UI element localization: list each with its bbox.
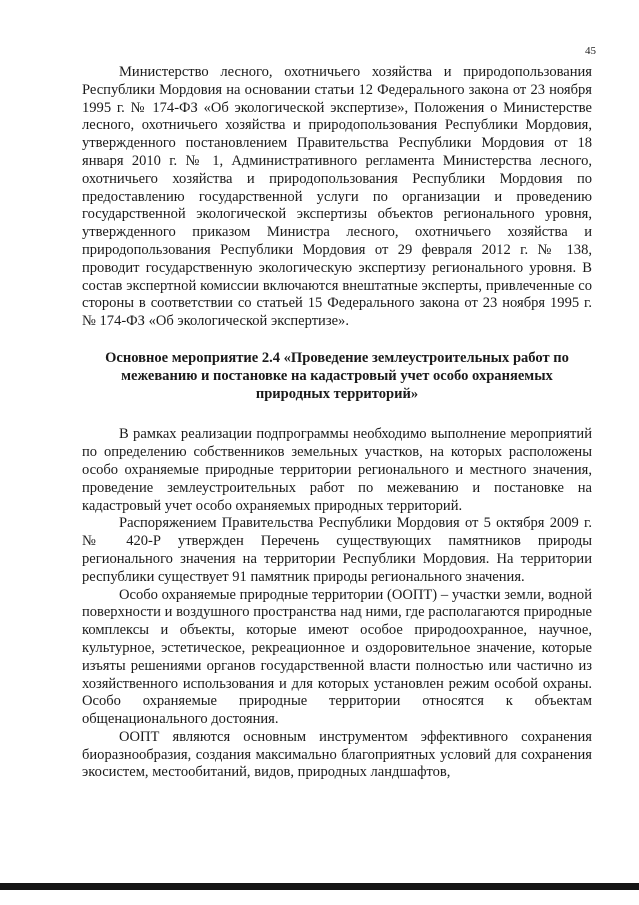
bottom-scan-border <box>0 883 639 890</box>
paragraph-subprogram: В рамках реализации подпрограммы необходимо выполнение мероприятий по определению собственников земельных участков, на которых расположены особо охраняемые природные территории регионального и местного значения, проведение землеустроительных работ по межеванию и постановке на кадастровый учет особо охраняемых природных территорий. <box>82 426 592 514</box>
paragraph-order: Распоряжением Правительства Республики Мордовия от 5 октября 2009 г. № 420-Р утвержден Перечень существующих памятников природы регионального значения на территории Республики Мордовия. На территории республики существует 91 памятник природы регионального значения. <box>82 515 592 585</box>
paragraph-expertise: Министерство лесного, охотничьего хозяйства и природопользования Республики Мордовия на основании статьи 12 Федерального закона от 23 ноября 1995 г. № 174-ФЗ «Об экологической экспертизе», Положения о Министерстве лесного, охотничьего хозяйства и природопользования Республики Мордовия, утвержденного постановлением Правительства Республики Мордовия от 18 января 2010 г. № 1, Административного регламента Министерства лесного, охотничьего хозяйства и природопользования Республики Мордовия по предоставлению государственной услуги по организации и проведению государственной экологической экспертизы объектов регионального уровня, утвержденного приказом Министра лесного, охотничьего хозяйства и природопользования Республики Мордовия от 29 февраля 2012 г. № 138, проводит государственную экологическую экспертизу регионального уровня. В состав экспертной комиссии включаются внештатные эксперты, привлеченные со стороны в соответствии со статьей 15 Федерального закона от 23 ноября 1995 г. № 174-ФЗ «Об экологической экспертизе». <box>82 64 592 330</box>
paragraph-oopt-definition: Особо охраняемые природные территории (ООПТ) – участки земли, водной поверхности и воздушного пространства над ними, где располагаются природные комплексы и объекты, которые имеют особое природоохранное, научное, культурное, эстетическое, рекреационное и оздоровительное значение, которые изъяты решениями органов государственной власти полностью или частично из хозяйственного использования и для которых установлен режим особой охраны. Особо охраняемые природные территории относятся к объектам общенационального достояния. <box>82 586 592 728</box>
page-number: 45 <box>585 45 596 57</box>
document-body <box>82 64 592 782</box>
paragraph-oopt-role: ООПТ являются основным инструментом эффективного сохранения биоразнообразия, создания максимально благоприятных условий для сохранения экосистем, местообитаний, видов, природных ландшафтов, <box>82 728 592 781</box>
section-heading: Основное мероприятие 2.4 «Проведение землеустроительных работ по межеванию и постановке на кадастровый учет особо охраняемых природных территорий» <box>105 349 569 402</box>
